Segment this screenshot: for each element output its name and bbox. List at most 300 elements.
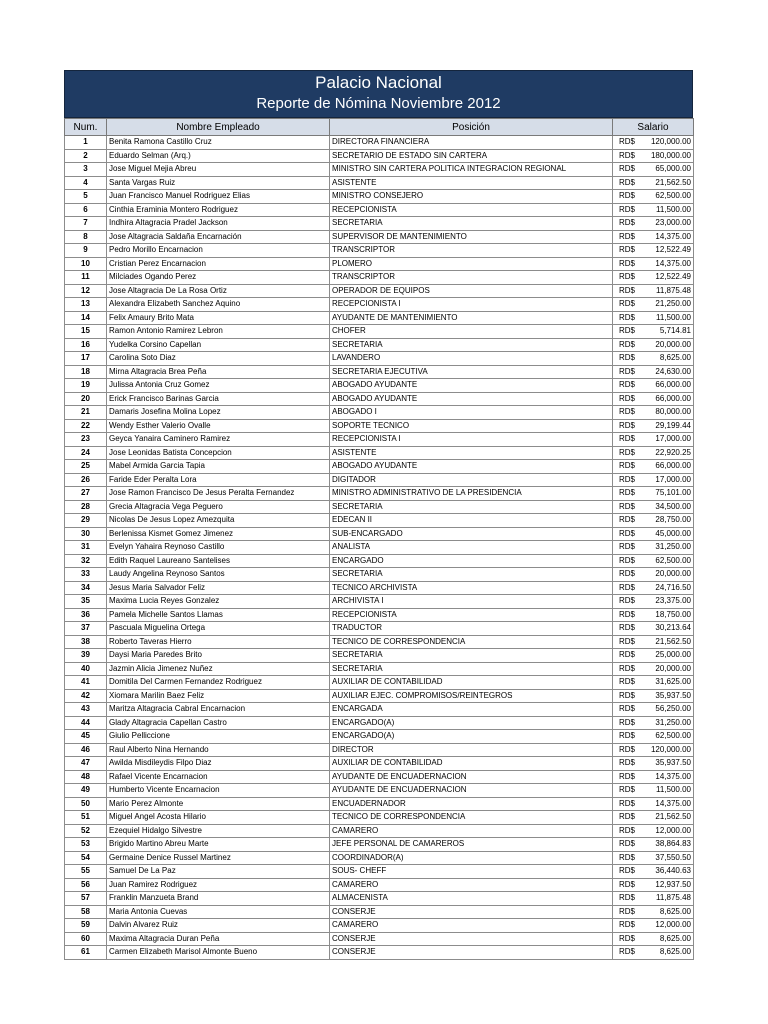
salary-currency: RD$	[619, 272, 636, 282]
employee-name: Jose Leonidas Batista Concepcion	[107, 446, 330, 460]
table-row	[65, 905, 694, 919]
salary-currency: RD$	[619, 488, 636, 498]
salary-amount: 21,562.50	[655, 177, 691, 187]
row-number: 60	[65, 932, 107, 946]
salary-amount: 21,562.50	[655, 812, 691, 822]
employee-name: Cinthia Eraminia Montero Rodriguez	[107, 203, 330, 217]
salary-currency: RD$	[619, 339, 636, 349]
row-number: 30	[65, 527, 107, 541]
employee-position: SECRETARIA EJECUTIVA	[330, 365, 613, 379]
row-number: 44	[65, 716, 107, 730]
employee-salary	[613, 527, 694, 541]
employee-name: Jose Altagracia Saldaña Encarnación	[107, 230, 330, 244]
row-number: 58	[65, 905, 107, 919]
row-number: 28	[65, 500, 107, 514]
table-row	[65, 824, 694, 838]
employee-name: Juan Ramirez Rodriguez	[107, 878, 330, 892]
employee-position: TRANSCRIPTOR	[330, 271, 613, 285]
table-row	[65, 392, 694, 406]
employee-position: ABOGADO AYUDANTE	[330, 379, 613, 393]
row-number: 38	[65, 635, 107, 649]
row-number: 55	[65, 865, 107, 879]
row-number: 51	[65, 811, 107, 825]
employee-name: Pascuala Miguelina Ortega	[107, 622, 330, 636]
row-number: 54	[65, 851, 107, 865]
employee-position: ABOGADO AYUDANTE	[330, 392, 613, 406]
employee-position: RECEPCIONISTA I	[330, 433, 613, 447]
salary-currency: RD$	[619, 515, 636, 525]
row-number: 45	[65, 730, 107, 744]
salary-currency: RD$	[619, 690, 636, 700]
employee-salary	[613, 203, 694, 217]
employee-salary	[613, 217, 694, 231]
salary-currency: RD$	[619, 677, 636, 687]
salary-currency: RD$	[619, 461, 636, 471]
salary-currency: RD$	[619, 596, 636, 606]
table-row	[65, 284, 694, 298]
table-row	[65, 554, 694, 568]
row-number: 18	[65, 365, 107, 379]
employee-salary	[613, 271, 694, 285]
table-row	[65, 487, 694, 501]
employee-salary	[613, 689, 694, 703]
salary-amount: 65,000.00	[655, 164, 691, 174]
row-number: 7	[65, 217, 107, 231]
salary-amount: 14,375.00	[655, 771, 691, 781]
employee-salary	[613, 392, 694, 406]
salary-currency: RD$	[619, 528, 636, 538]
employee-name: Daysi Maria Paredes Brito	[107, 649, 330, 663]
report-title: Palacio Nacional	[315, 73, 442, 92]
employee-salary	[613, 797, 694, 811]
employee-salary	[613, 352, 694, 366]
table-body	[65, 136, 694, 960]
employee-position: AYUDANTE DE MANTENIMIENTO	[330, 311, 613, 325]
salary-amount: 24,630.00	[655, 366, 691, 376]
salary-amount: 12,522.49	[655, 272, 691, 282]
salary-amount: 22,920.25	[655, 447, 691, 457]
employee-salary	[613, 824, 694, 838]
employee-salary	[613, 284, 694, 298]
row-number: 4	[65, 176, 107, 190]
salary-amount: 24,716.50	[655, 582, 691, 592]
employee-name: Benita Ramona Castillo Cruz	[107, 136, 330, 150]
salary-amount: 38,864.83	[655, 839, 691, 849]
table-row	[65, 419, 694, 433]
employee-salary	[613, 365, 694, 379]
employee-position: RECEPCIONISTA	[330, 608, 613, 622]
employee-name: Milciades Ogando Perez	[107, 271, 330, 285]
table-row	[65, 703, 694, 717]
salary-amount: 31,250.00	[655, 542, 691, 552]
employee-salary	[613, 136, 694, 150]
salary-amount: 45,000.00	[655, 528, 691, 538]
table-row	[65, 473, 694, 487]
table-row	[65, 716, 694, 730]
employee-salary	[613, 730, 694, 744]
salary-amount: 17,000.00	[655, 474, 691, 484]
employee-position: ASISTENTE	[330, 446, 613, 460]
row-number: 46	[65, 743, 107, 757]
row-number: 33	[65, 568, 107, 582]
salary-currency: RD$	[619, 825, 636, 835]
employee-name: Giulio Pelliccione	[107, 730, 330, 744]
employee-position: ENCARGADO(A)	[330, 716, 613, 730]
row-number: 59	[65, 919, 107, 933]
row-number: 34	[65, 581, 107, 595]
employee-position: LAVANDERO	[330, 352, 613, 366]
employee-name: Maxima Lucia Reyes Gonzalez	[107, 595, 330, 609]
table-row	[65, 932, 694, 946]
employee-position: SECRETARIA	[330, 568, 613, 582]
column-header-name: Nombre Empleado	[107, 119, 330, 136]
employee-position: MINISTRO ADMINISTRATIVO DE LA PRESIDENCIA	[330, 487, 613, 501]
salary-amount: 31,625.00	[655, 677, 691, 687]
salary-amount: 8,625.00	[659, 933, 691, 943]
employee-salary	[613, 716, 694, 730]
row-number: 35	[65, 595, 107, 609]
employee-salary	[613, 190, 694, 204]
employee-name: Samuel De La Paz	[107, 865, 330, 879]
table-row	[65, 595, 694, 609]
salary-amount: 20,000.00	[655, 663, 691, 673]
table-row	[65, 676, 694, 690]
row-number: 22	[65, 419, 107, 433]
row-number: 10	[65, 257, 107, 271]
salary-amount: 12,000.00	[655, 825, 691, 835]
row-number: 8	[65, 230, 107, 244]
salary-currency: RD$	[619, 191, 636, 201]
row-number: 48	[65, 770, 107, 784]
salary-amount: 25,000.00	[655, 650, 691, 660]
table-row	[65, 338, 694, 352]
employee-position: AUXILIAR DE CONTABILIDAD	[330, 676, 613, 690]
employee-name: Roberto Taveras Hierro	[107, 635, 330, 649]
row-number: 61	[65, 946, 107, 960]
salary-amount: 62,500.00	[655, 191, 691, 201]
employee-salary	[613, 554, 694, 568]
report-subtitle: Reporte de Nómina Noviembre 2012	[256, 95, 501, 112]
salary-currency: RD$	[619, 231, 636, 241]
table-row	[65, 784, 694, 798]
row-number: 32	[65, 554, 107, 568]
salary-amount: 66,000.00	[655, 393, 691, 403]
salary-currency: RD$	[619, 717, 636, 727]
row-number: 42	[65, 689, 107, 703]
salary-amount: 120,000.00	[650, 744, 691, 754]
employee-salary	[613, 608, 694, 622]
salary-currency: RD$	[619, 623, 636, 633]
employee-name: Awilda Misdileydis Filpo Diaz	[107, 757, 330, 771]
salary-amount: 12,937.50	[655, 879, 691, 889]
row-number: 27	[65, 487, 107, 501]
employee-salary	[613, 487, 694, 501]
table-row	[65, 635, 694, 649]
employee-position: OPERADOR DE EQUIPOS	[330, 284, 613, 298]
row-number: 21	[65, 406, 107, 420]
table-row	[65, 298, 694, 312]
table-row	[65, 541, 694, 555]
table-row	[65, 365, 694, 379]
employee-name: Jose Miguel Mejia Abreu	[107, 163, 330, 177]
salary-amount: 23,375.00	[655, 596, 691, 606]
salary-amount: 14,375.00	[655, 798, 691, 808]
table-row	[65, 946, 694, 960]
table-row	[65, 527, 694, 541]
employee-position: RECEPCIONISTA I	[330, 298, 613, 312]
employee-name: Franklin Manzueta Brand	[107, 892, 330, 906]
employee-name: Mirna Altagracia Brea Peña	[107, 365, 330, 379]
row-number: 47	[65, 757, 107, 771]
employee-salary	[613, 743, 694, 757]
table-header-row	[65, 119, 694, 136]
table-row	[65, 352, 694, 366]
salary-currency: RD$	[619, 744, 636, 754]
employee-name: Raul Alberto Nina Hernando	[107, 743, 330, 757]
salary-currency: RD$	[619, 609, 636, 619]
employee-salary	[613, 473, 694, 487]
table-row	[65, 500, 694, 514]
salary-amount: 36,440.63	[655, 866, 691, 876]
row-number: 23	[65, 433, 107, 447]
salary-currency: RD$	[619, 258, 636, 268]
salary-amount: 62,500.00	[655, 731, 691, 741]
employee-position: TECNICO DE CORRESPONDENCIA	[330, 811, 613, 825]
table-row	[65, 730, 694, 744]
employee-salary	[613, 676, 694, 690]
employee-salary	[613, 433, 694, 447]
employee-name: Ramon Antonio Ramirez Lebron	[107, 325, 330, 339]
salary-currency: RD$	[619, 785, 636, 795]
salary-currency: RD$	[619, 137, 636, 147]
salary-currency: RD$	[619, 866, 636, 876]
row-number: 16	[65, 338, 107, 352]
salary-currency: RD$	[619, 218, 636, 228]
employee-salary	[613, 163, 694, 177]
employee-position: CAMARERO	[330, 878, 613, 892]
row-number: 12	[65, 284, 107, 298]
salary-currency: RD$	[619, 731, 636, 741]
report-banner	[64, 70, 693, 118]
employee-name: Erick Francisco Barinas Garcia	[107, 392, 330, 406]
employee-position: SECRETARIA	[330, 338, 613, 352]
employee-name: Pedro Morillo Encarnacion	[107, 244, 330, 258]
salary-amount: 18,750.00	[655, 609, 691, 619]
salary-currency: RD$	[619, 393, 636, 403]
employee-salary	[613, 946, 694, 960]
employee-salary	[613, 662, 694, 676]
salary-currency: RD$	[619, 852, 636, 862]
salary-amount: 11,500.00	[656, 204, 691, 214]
column-header-salary: Salario	[613, 119, 694, 136]
salary-currency: RD$	[619, 326, 636, 336]
employee-salary	[613, 635, 694, 649]
employee-salary	[613, 919, 694, 933]
salary-currency: RD$	[619, 177, 636, 187]
salary-amount: 75,101.00	[655, 488, 691, 498]
table-row	[65, 757, 694, 771]
salary-amount: 8,625.00	[659, 906, 691, 916]
employee-position: ENCARGADO	[330, 554, 613, 568]
employee-salary	[613, 568, 694, 582]
salary-currency: RD$	[619, 812, 636, 822]
row-number: 56	[65, 878, 107, 892]
employee-position: ANALISTA	[330, 541, 613, 555]
employee-position: ENCARGADA	[330, 703, 613, 717]
employee-name: Juan Francisco Manuel Rodriguez Elias	[107, 190, 330, 204]
salary-amount: 8,625.00	[659, 353, 691, 363]
employee-name: Maria Antonia Cuevas	[107, 905, 330, 919]
row-number: 14	[65, 311, 107, 325]
employee-position: SECRETARIO DE ESTADO SIN CARTERA	[330, 149, 613, 163]
row-number: 39	[65, 649, 107, 663]
employee-salary	[613, 230, 694, 244]
table-row	[65, 851, 694, 865]
employee-salary	[613, 757, 694, 771]
employee-name: Nicolas De Jesus Lopez Amezquita	[107, 514, 330, 528]
row-number: 36	[65, 608, 107, 622]
salary-amount: 66,000.00	[655, 380, 691, 390]
employee-position: COORDINADOR(A)	[330, 851, 613, 865]
employee-position: TECNICO DE CORRESPONDENCIA	[330, 635, 613, 649]
employee-salary	[613, 932, 694, 946]
row-number: 5	[65, 190, 107, 204]
table-row	[65, 622, 694, 636]
employee-salary	[613, 892, 694, 906]
employee-position: SECRETARIA	[330, 649, 613, 663]
table-row	[65, 190, 694, 204]
table-row	[65, 217, 694, 231]
employee-position: CHOFER	[330, 325, 613, 339]
table-row	[65, 446, 694, 460]
salary-currency: RD$	[619, 569, 636, 579]
table-row	[65, 244, 694, 258]
employee-position: CAMARERO	[330, 824, 613, 838]
row-number: 53	[65, 838, 107, 852]
salary-amount: 11,875.48	[656, 285, 691, 295]
salary-currency: RD$	[619, 434, 636, 444]
employee-name: Edith Raquel Laureano Santelises	[107, 554, 330, 568]
salary-currency: RD$	[619, 353, 636, 363]
salary-currency: RD$	[619, 407, 636, 417]
employee-salary	[613, 851, 694, 865]
employee-position: SUB-ENCARGADO	[330, 527, 613, 541]
employee-name: Geyca Yanaira Caminero Ramirez	[107, 433, 330, 447]
salary-currency: RD$	[619, 245, 636, 255]
row-number: 49	[65, 784, 107, 798]
salary-amount: 37,550.50	[655, 852, 691, 862]
row-number: 31	[65, 541, 107, 555]
row-number: 1	[65, 136, 107, 150]
salary-currency: RD$	[619, 771, 636, 781]
employee-name: Evelyn Yahaira Reynoso Castillo	[107, 541, 330, 555]
salary-currency: RD$	[619, 285, 636, 295]
salary-amount: 120,000.00	[650, 137, 691, 147]
table-row	[65, 797, 694, 811]
row-number: 25	[65, 460, 107, 474]
salary-amount: 12,000.00	[655, 920, 691, 930]
employee-name: Glady Altagracia Capellan Castro	[107, 716, 330, 730]
employee-salary	[613, 446, 694, 460]
employee-salary	[613, 838, 694, 852]
employee-name: Maritza Altagracia Cabral Encarnacion	[107, 703, 330, 717]
salary-amount: 35,937.50	[655, 758, 691, 768]
row-number: 37	[65, 622, 107, 636]
employee-name: Laudy Angelina Reynoso Santos	[107, 568, 330, 582]
salary-amount: 180,000.00	[650, 150, 691, 160]
salary-currency: RD$	[619, 933, 636, 943]
table-row	[65, 433, 694, 447]
table-row	[65, 163, 694, 177]
employee-position: ENCARGADO(A)	[330, 730, 613, 744]
salary-amount: 56,250.00	[655, 704, 691, 714]
employee-name: Carmen Elizabeth Marisol Almonte Bueno	[107, 946, 330, 960]
employee-salary	[613, 905, 694, 919]
employee-name: Cristian Perez Encarnacion	[107, 257, 330, 271]
salary-amount: 12,522.49	[655, 245, 691, 255]
employee-salary	[613, 244, 694, 258]
salary-currency: RD$	[619, 150, 636, 160]
table-row	[65, 568, 694, 582]
employee-name: Miguel Angel Acosta Hilario	[107, 811, 330, 825]
table-row	[65, 770, 694, 784]
employee-name: Mabel Armida Garcia Tapia	[107, 460, 330, 474]
row-number: 29	[65, 514, 107, 528]
employee-salary	[613, 379, 694, 393]
employee-name: Maxima Altagracia Duran Peña	[107, 932, 330, 946]
employee-name: Jose Ramon Francisco De Jesus Peralta Fernandez	[107, 487, 330, 501]
salary-currency: RD$	[619, 663, 636, 673]
column-header-num: Num.	[65, 119, 107, 136]
table-row	[65, 689, 694, 703]
employee-position: SOUS- CHEFF	[330, 865, 613, 879]
salary-amount: 23,000.00	[655, 218, 691, 228]
table-row	[65, 919, 694, 933]
table-row	[65, 460, 694, 474]
employee-position: MINISTRO SIN CARTERA POLITICA INTEGRACION REGIONAL	[330, 163, 613, 177]
row-number: 15	[65, 325, 107, 339]
employee-salary	[613, 541, 694, 555]
employee-salary	[613, 622, 694, 636]
employee-position: ALMACENISTA	[330, 892, 613, 906]
employee-position: AYUDANTE DE ENCUADERNACION	[330, 770, 613, 784]
salary-currency: RD$	[619, 447, 636, 457]
employee-position: PLOMERO	[330, 257, 613, 271]
salary-amount: 21,250.00	[655, 299, 691, 309]
salary-amount: 28,750.00	[655, 515, 691, 525]
employee-name: Faride Eder Peralta Lora	[107, 473, 330, 487]
employee-salary	[613, 500, 694, 514]
table-row	[65, 271, 694, 285]
employee-name: Julissa Antonia Cruz Gomez	[107, 379, 330, 393]
employee-name: Mario Perez Almonte	[107, 797, 330, 811]
employee-name: Carolina Soto Diaz	[107, 352, 330, 366]
row-number: 2	[65, 149, 107, 163]
payroll-table	[64, 118, 694, 960]
table-row	[65, 379, 694, 393]
salary-amount: 30,213.64	[655, 623, 691, 633]
salary-amount: 11,500.00	[656, 312, 691, 322]
salary-currency: RD$	[619, 879, 636, 889]
salary-amount: 35,937.50	[655, 690, 691, 700]
row-number: 13	[65, 298, 107, 312]
employee-salary	[613, 703, 694, 717]
employee-name: Felix Amaury Brito Mata	[107, 311, 330, 325]
employee-name: Eduardo Selman (Arq.)	[107, 149, 330, 163]
employee-position: ABOGADO AYUDANTE	[330, 460, 613, 474]
salary-currency: RD$	[619, 650, 636, 660]
employee-name: Pamela Michelle Santos Llamas	[107, 608, 330, 622]
